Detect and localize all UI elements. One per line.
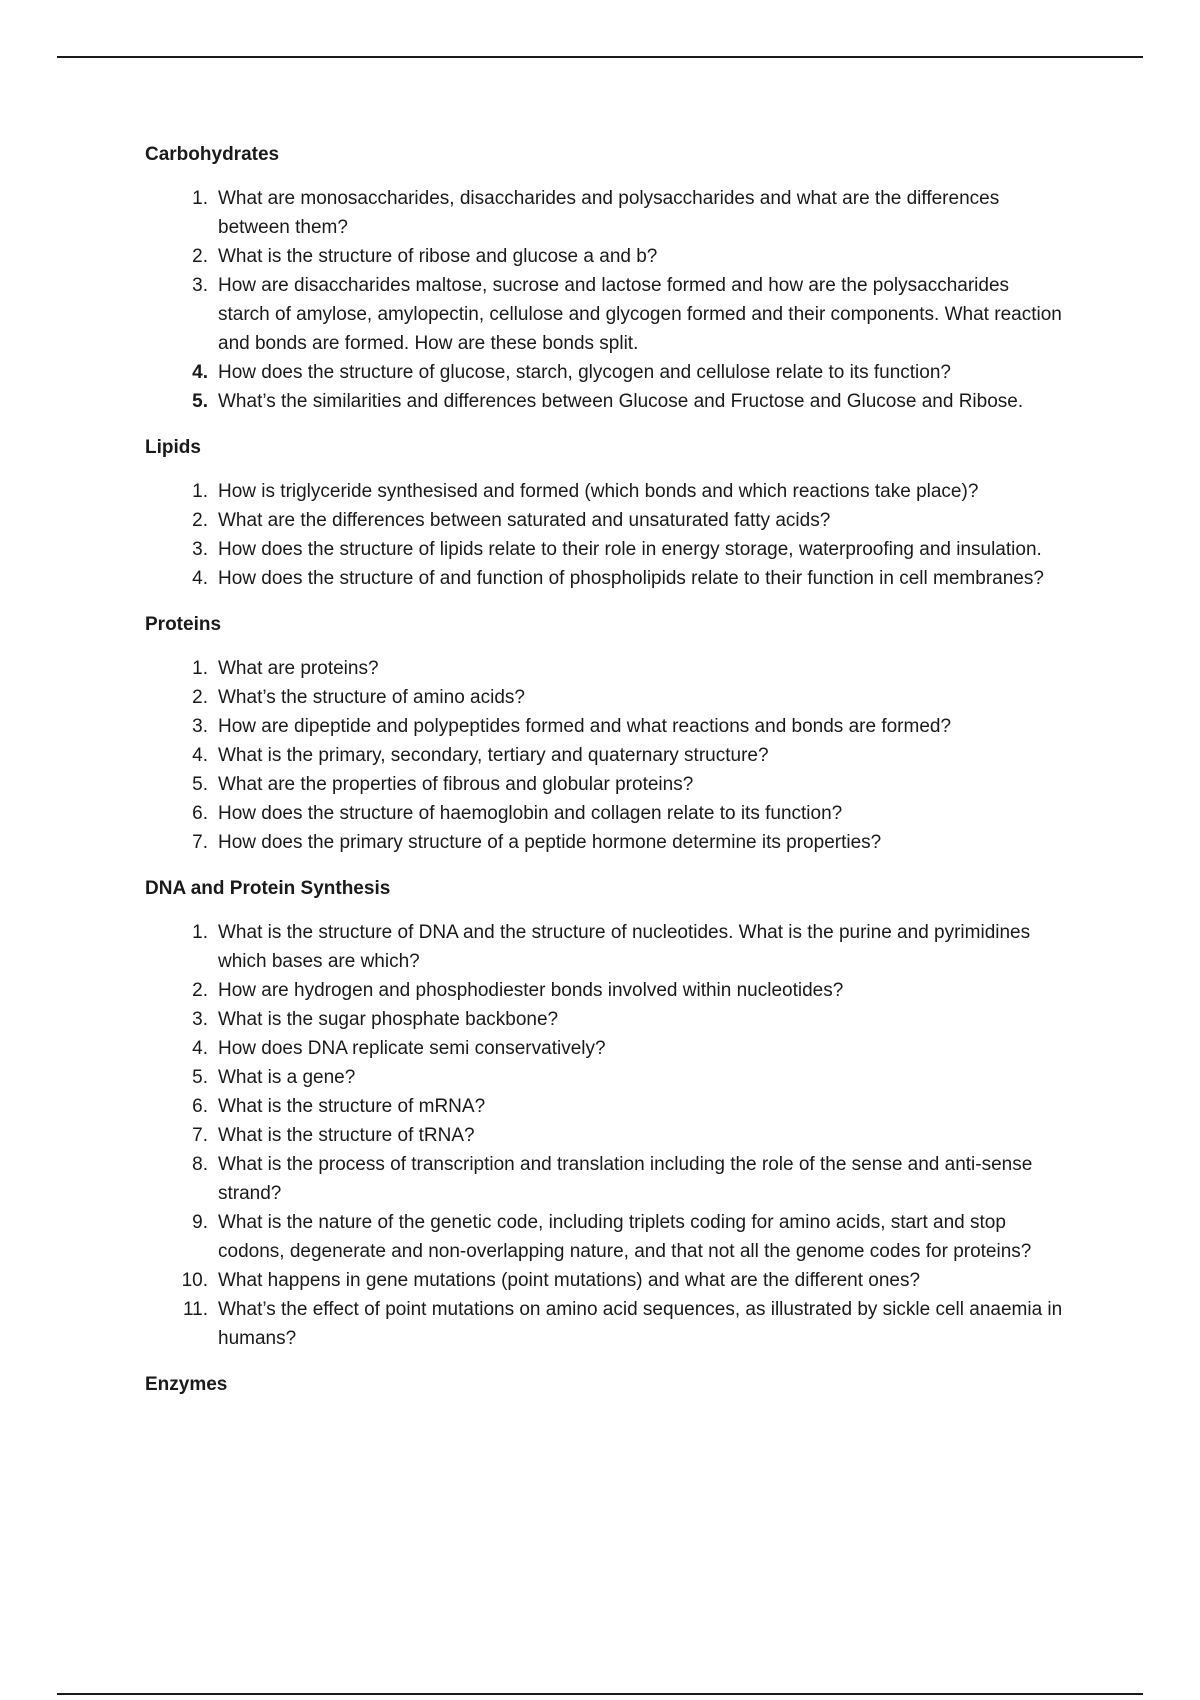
item-number: 4.: [192, 568, 208, 589]
list-item: [145, 1150, 1065, 1208]
list-item: [145, 564, 1065, 593]
item-number: 11.: [182, 1299, 208, 1320]
item-number: 10.: [181, 1270, 208, 1291]
item-number: 4.: [192, 362, 208, 383]
item-text: What are the differences between saturated and unsaturated fatty acids?: [218, 510, 831, 531]
list-item: [145, 242, 1065, 271]
list-item: [145, 271, 1065, 358]
list-item: [145, 741, 1065, 770]
section-title: Enzymes: [145, 1374, 228, 1395]
item-number: 5.: [192, 1067, 208, 1088]
item-number: 3.: [192, 275, 208, 296]
section-title: Lipids: [145, 437, 201, 458]
list-item: [145, 712, 1065, 741]
list-item: [145, 828, 1065, 857]
item-text: What is the structure of mRNA?: [218, 1096, 486, 1117]
question-list: [145, 477, 1065, 593]
item-text: What happens in gene mutations (point mutations) and what are the different ones?: [218, 1270, 921, 1291]
item-text: What’s the similarities and differences between Glucose and Fructose and Glucose and Ribose.: [218, 391, 1024, 412]
item-text: How is triglyceride synthesised and formed (which bonds and which reactions take place)?: [218, 481, 979, 502]
document-body: [145, 143, 1065, 1414]
list-item: [145, 770, 1065, 799]
item-number: 2.: [192, 246, 208, 267]
list-item: [145, 918, 1065, 976]
list-item: [145, 1092, 1065, 1121]
footer-rule: [57, 1693, 1143, 1695]
item-text: What is a gene?: [218, 1067, 356, 1088]
list-item: [145, 976, 1065, 1005]
item-text: What is the structure of DNA and the structure of nucleotides. What is the purine and pyrimidines which bases are which?: [218, 922, 1031, 972]
item-text: What is the sugar phosphate backbone?: [218, 1009, 559, 1030]
item-number: 9.: [192, 1212, 208, 1233]
item-text: How does DNA replicate semi conservatively?: [218, 1038, 606, 1059]
section-lipids: [145, 436, 1065, 593]
question-list: [145, 918, 1065, 1353]
list-item: [145, 799, 1065, 828]
question-list: [145, 654, 1065, 857]
item-text: What is the primary, secondary, tertiary and quaternary structure?: [218, 745, 769, 766]
list-item: [145, 1005, 1065, 1034]
item-text: How are hydrogen and phosphodiester bonds involved within nucleotides?: [218, 980, 844, 1001]
item-text: What is the nature of the genetic code, including triplets coding for amino acids, start and stop codons, degenerate and non-overlapping nature, and that not all the genome codes for proteins?: [218, 1212, 1032, 1262]
item-number: 1.: [192, 922, 208, 943]
item-number: 1.: [192, 188, 208, 209]
item-number: 4.: [192, 745, 208, 766]
header-rule: [57, 56, 1143, 58]
item-number: 1.: [192, 658, 208, 679]
list-item: [145, 477, 1065, 506]
item-text: What are proteins?: [218, 658, 379, 679]
list-item: [145, 1208, 1065, 1266]
item-text: What is the structure of tRNA?: [218, 1125, 475, 1146]
item-number: 6.: [192, 803, 208, 824]
item-text: What’s the structure of amino acids?: [218, 687, 525, 708]
section-enzymes: [145, 1373, 1065, 1397]
item-text: What are the properties of fibrous and globular proteins?: [218, 774, 694, 795]
question-list: [145, 184, 1065, 416]
item-number: 7.: [192, 1125, 208, 1146]
item-text: How are disaccharides maltose, sucrose and lactose formed and how are the polysaccharides starch of amylose, amylopectin, cellulose and glycogen formed and their components. What reaction and bonds are formed. How are these bonds split.: [218, 275, 1062, 354]
list-item: [145, 1295, 1065, 1353]
section-title: Carbohydrates: [145, 144, 280, 165]
list-item: [145, 506, 1065, 535]
list-item: [145, 683, 1065, 712]
section-carbohydrates: [145, 143, 1065, 416]
item-text: How are dipeptide and polypeptides formed and what reactions and bonds are formed?: [218, 716, 952, 737]
item-number: 8.: [192, 1154, 208, 1175]
item-text: What is the process of transcription and translation including the role of the sense and anti-sense strand?: [218, 1154, 1033, 1204]
item-text: How does the structure of lipids relate to their role in energy storage, waterproofing and insulation.: [218, 539, 1042, 560]
section-title: Proteins: [145, 614, 222, 635]
section-proteins: [145, 613, 1065, 857]
item-number: 1.: [192, 481, 208, 502]
list-item: [145, 184, 1065, 242]
item-text: What is the structure of ribose and glucose a and b?: [218, 246, 658, 267]
item-number: 2.: [192, 687, 208, 708]
list-item: [145, 1034, 1065, 1063]
item-number: 2.: [192, 510, 208, 531]
item-text: How does the structure of glucose, starch, glycogen and cellulose relate to its function?: [218, 362, 951, 383]
section-title: DNA and Protein Synthesis: [145, 878, 391, 899]
item-number: 3.: [192, 1009, 208, 1030]
item-text: What are monosaccharides, disaccharides and polysaccharides and what are the differences between them?: [218, 188, 1000, 238]
item-text: How does the primary structure of a peptide hormone determine its properties?: [218, 832, 882, 853]
item-number: 7.: [192, 832, 208, 853]
item-number: 3.: [192, 716, 208, 737]
list-item: [145, 387, 1065, 416]
item-text: How does the structure of haemoglobin and collagen relate to its function?: [218, 803, 843, 824]
item-number: 6.: [192, 1096, 208, 1117]
list-item: [145, 1121, 1065, 1150]
list-item: [145, 358, 1065, 387]
item-number: 5.: [192, 391, 208, 412]
item-number: 2.: [192, 980, 208, 1001]
item-number: 3.: [192, 539, 208, 560]
item-text: What’s the effect of point mutations on amino acid sequences, as illustrated by sickle cell anaemia in humans?: [218, 1299, 1063, 1349]
item-text: How does the structure of and function of phospholipids relate to their function in cell membranes?: [218, 568, 1044, 589]
list-item: [145, 1266, 1065, 1295]
item-number: 5.: [192, 774, 208, 795]
section-dna-protein-synthesis: [145, 877, 1065, 1353]
list-item: [145, 535, 1065, 564]
list-item: [145, 1063, 1065, 1092]
item-number: 4.: [192, 1038, 208, 1059]
list-item: [145, 654, 1065, 683]
